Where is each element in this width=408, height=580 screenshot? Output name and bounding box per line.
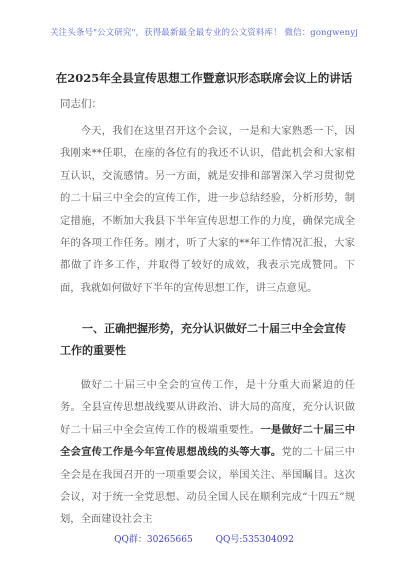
footer-qq: QQ号:535304092 (215, 535, 294, 545)
header-notice: 关注头条号"公文研究"，获得最新最全最专业的公文资料库！ 微信：gongwenyj (50, 28, 358, 38)
paragraph-rest-text: 党的二十届三中全会是在我国召开的一项重要会议，举国关注、举国瞩目。这次会议，对于统一全党思想、动员全国人民在顺利完成“十四五”规划，全面建设社会主 (60, 446, 356, 526)
footer (0, 532, 408, 545)
document-title: 在2025年全县宣传思想工作暨意识形态联席会议上的讲话 (55, 71, 353, 85)
paragraph-bold-text: 一是做好二十届三中全会宣传工作是今年宣传思想战线的头等大事。 (60, 423, 356, 459)
section-paragraph (60, 374, 355, 531)
paragraph-lead-text: 做好二十届三中全会的宣传工作，是十分重大而紧迫的任务。全县宣传思想战线要从讲政治、讲大局的高度，充分认识做好二十届三中全会宣传工作的极端重要性。 (60, 379, 355, 436)
intro-paragraph: 今天，我们在这里召开这个会议，一是和大家熟悉一下，因我刚来**任职，在座的各位有的我还不认识，借此机会和大家相互认识，交流感情。另一方面，就是安排和部署深入学习贯彻党的二十届三中全会的宣传工作，进一步总结经验，分析形势，制定措施，不断加大我县下半年宣传思想工作的力度，确保完成全年的各项工作任务。刚才，听了大家的**年工作情况汇报，大家都做了许多工作，并取得了较好的成效，我表示完成赞同。下面，我就如何做好下半年的宣传思想工作，讲三点意见。 (60, 125, 355, 294)
section-heading: 一、正确把握形势，充分认识做好二十届三中全会宣传工作的重要性 (60, 322, 346, 357)
footer-qq-group: QQ群：30265665 (114, 535, 193, 545)
salutation: 同志们： (60, 98, 102, 110)
